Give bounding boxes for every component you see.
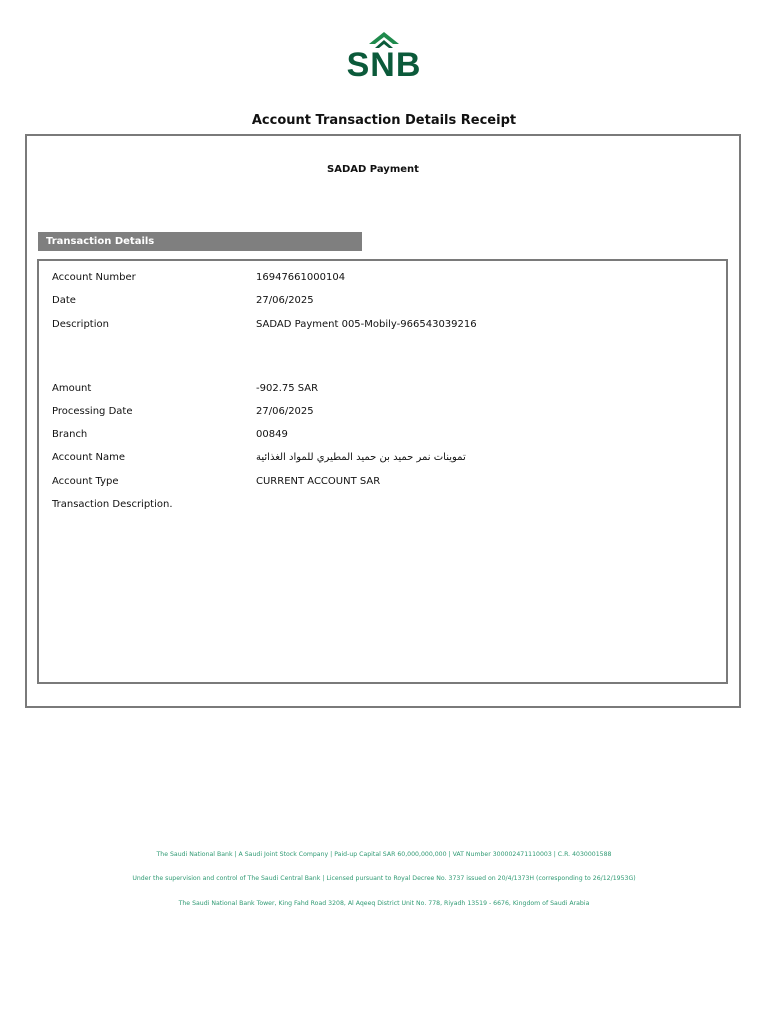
- logo-text: SNB: [346, 46, 422, 84]
- field-label: Branch: [52, 429, 88, 440]
- field-value: SADAD Payment 005-Mobily-966543039216: [256, 319, 477, 330]
- footer-line-1: The Saudi National Bank | A Saudi Joint Stock Company | Paid-up Capital SAR 60,000,000,000 | VAT Number 300002471110003 | C.R. 4030001588: [156, 851, 612, 858]
- field-value: CURRENT ACCOUNT SAR: [256, 476, 381, 487]
- field-value: 00849: [256, 429, 288, 440]
- field-label: Account Name: [52, 452, 126, 463]
- field-value: 27/06/2025: [256, 295, 314, 306]
- field-label: Description: [52, 319, 109, 330]
- footer-line-3: The Saudi National Bank Tower, King Fahd Road 3208, Al Aqeeq District Unit No. 778, Riyadh 13519 - 6676, Kingdom of Saudi Arabia: [178, 900, 590, 907]
- field-value: تموينات نمر حميد بن حميد المطيري للمواد الغذائية: [256, 452, 466, 463]
- field-label: Date: [52, 295, 76, 306]
- field-value: -902.75 SAR: [256, 383, 319, 394]
- field-label: Account Number: [52, 272, 136, 283]
- field-label: Processing Date: [52, 406, 133, 417]
- footer-line-2: Under the supervision and control of The Saudi Central Bank | Licensed pursuant to Royal Decree No. 3737 issued on 20/4/1373H (corresponding to 26/12/1953G): [132, 875, 636, 882]
- payment-type-heading: SADAD Payment: [327, 164, 419, 175]
- field-label: Transaction Description.: [52, 499, 173, 510]
- field-value: 16947661000104: [256, 272, 346, 283]
- bank-logo: [0, 32, 768, 84]
- field-label: Amount: [52, 383, 92, 394]
- field-value: 27/06/2025: [256, 406, 314, 417]
- section-header: Transaction Details: [38, 232, 362, 251]
- page-title: Account Transaction Details Receipt: [251, 113, 517, 128]
- field-label: Account Type: [52, 476, 119, 487]
